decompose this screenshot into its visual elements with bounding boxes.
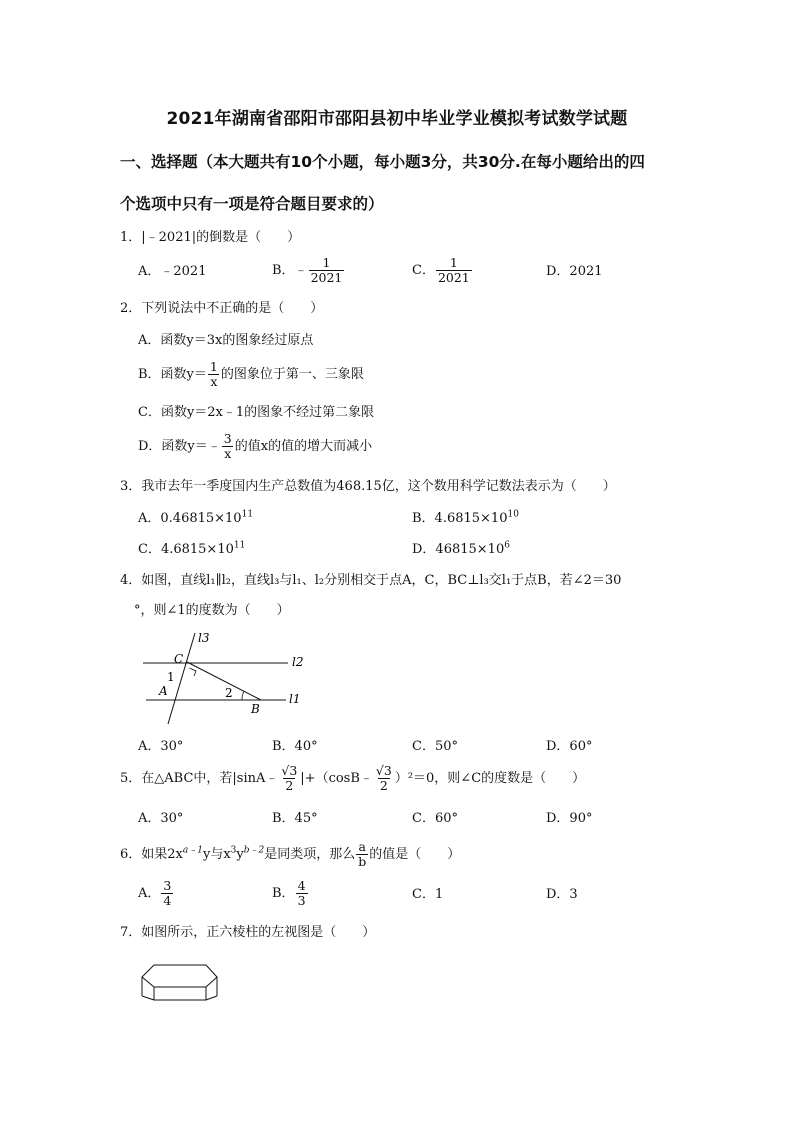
question-1-option-d: D．2021 (546, 264, 603, 279)
segment-bc (187, 662, 261, 700)
label-l2: l2 (292, 655, 304, 669)
fraction-denominator: 2 (285, 778, 294, 793)
exponent: 3 (230, 845, 237, 856)
question-2-option-a: A．函数y＝3x的图象经过原点 (138, 333, 314, 348)
stem-suffix: 的值是（ ） (369, 847, 461, 862)
fraction (279, 764, 299, 793)
option-a-exponent: 11 (241, 509, 254, 520)
fraction-numerator: 3 (223, 431, 232, 446)
question-5-option-c: C．60° (412, 811, 458, 826)
question-2-option-c: C．函数y＝2x﹣1的图象不经过第二象限 (138, 405, 375, 420)
fraction-denominator: 4 (163, 893, 172, 908)
question-7-stem: 7．如图所示，正六棱柱的左视图是（ ） (120, 925, 376, 940)
question-5-option-b: B．45° (272, 811, 318, 826)
question-4-option-d: D．60° (546, 739, 593, 754)
fraction-numerator: 1 (449, 255, 458, 270)
option-b-prefix: B．﹣ (272, 263, 308, 278)
question-6-option-a (138, 879, 174, 908)
option-c-base: C．4.6815×10 (138, 542, 234, 557)
exam-title: 2021年湖南省邵阳市邵阳县初中毕业学业模拟考试数学试题 (166, 109, 628, 129)
fraction-numerator: 3 (163, 878, 172, 893)
question-5-stem (120, 764, 585, 793)
fraction (208, 360, 220, 389)
stem-middle: |+（cosB﹣ (300, 771, 373, 786)
question-1-option-a: A．﹣2021 (138, 264, 207, 279)
stem-prefix: 5．在△ABC中，若|sinA﹣ (120, 771, 279, 786)
question-6-option-b (272, 879, 309, 908)
fraction-denominator: 2021 (310, 270, 343, 285)
question-1-stem: 1．|﹣2021|的倒数是（ ） (120, 230, 301, 245)
question-6-option-c: C．1 (412, 887, 444, 902)
option-d-base: D．46815×10 (412, 542, 505, 557)
fraction-denominator: b (358, 854, 367, 869)
question-2-option-d (138, 432, 372, 461)
option-d-prefix: D．函数y＝﹣ (138, 439, 221, 454)
option-b-prefix: B．函数y＝ (138, 367, 207, 382)
fraction (436, 256, 472, 285)
fraction-numerator: √3 (375, 763, 392, 778)
stem-prefix: 6．如果2x (120, 847, 183, 862)
stem-part: y与x (202, 847, 231, 862)
label-point-b: B (251, 702, 260, 716)
prism-top-hexagon (142, 965, 217, 987)
option-a-prefix: A． (138, 886, 161, 901)
question-4-option-b: B．40° (272, 739, 318, 754)
option-c-exponent: 11 (233, 540, 246, 551)
label-l1: l1 (289, 692, 301, 706)
exponent: a﹣1 (182, 845, 203, 856)
fraction-numerator: 4 (297, 878, 306, 893)
fraction-denominator: x (224, 446, 232, 461)
label-point-c: C (174, 652, 184, 666)
fraction-numerator: 1 (322, 255, 331, 270)
exponent: b﹣2 (243, 845, 265, 856)
option-b-base: B．4.6815×10 (412, 511, 508, 526)
stem-suffix: ）²＝0，则∠C的度数是（ ） (394, 771, 586, 786)
question-3-option-c (138, 541, 245, 559)
option-a-base: A．0.46815×10 (138, 511, 242, 526)
question-2-stem: 2．下列说法中不正确的是（ ） (120, 301, 324, 316)
fraction (296, 879, 308, 908)
fraction-denominator: 2 (379, 778, 388, 793)
question-5-option-d: D．90° (546, 811, 593, 826)
question-3-stem: 3．我市去年一季度国内生产总数值为468.15亿，这个数用科学记数法表示为（ ） (120, 479, 616, 494)
question-1-option-c (412, 256, 473, 285)
option-c-prefix: C． (412, 263, 435, 278)
fraction-denominator: x (210, 374, 218, 389)
label-angle-1: 1 (167, 670, 175, 684)
question-5-option-a: A．30° (138, 811, 184, 826)
fraction (356, 840, 368, 869)
label-l3: l3 (198, 631, 210, 645)
question-6-option-d: D．3 (546, 887, 578, 902)
label-point-a: A (159, 684, 168, 698)
fraction-numerator: a (358, 839, 366, 854)
option-b-exponent: 10 (507, 509, 519, 520)
fraction (309, 256, 345, 285)
label-angle-2: 2 (225, 686, 233, 700)
fraction (161, 879, 173, 908)
section-heading-line2: 个选项中只有一项是符合题目要求的） (120, 195, 384, 213)
fraction-numerator: √3 (281, 763, 298, 778)
option-b-suffix: 的图象位于第一、三象限 (220, 367, 364, 382)
question-3-option-a (138, 510, 253, 528)
hexagonal-prism-figure (140, 960, 220, 1004)
question-6-stem (120, 840, 460, 869)
stem-part: 是同类项，那么 (264, 847, 356, 862)
section-heading-line1: 一、选择题（本大题共有10个小题，每小题3分，共30分.在每小题给出的四 (120, 153, 645, 171)
option-d-exponent: 6 (504, 540, 510, 551)
question-4-stem-line1: 4．如图，直线l₁∥l₂，直线l₃与l₁、l₂分别相交于点A，C，BC⊥l₃交l₁于点B，若∠2＝30 (120, 573, 622, 588)
question-3-option-d (412, 541, 510, 559)
question-4-option-c: C．50° (412, 739, 458, 754)
fraction-denominator: 2021 (437, 270, 470, 285)
option-d-suffix: 的值x的值的增大而减小 (234, 439, 373, 454)
question-2-option-b (138, 360, 364, 389)
option-b-prefix: B． (272, 886, 295, 901)
fraction-denominator: 3 (297, 893, 306, 908)
fraction (374, 764, 394, 793)
stem-part: y (236, 847, 244, 862)
question-4-stem-line2: °，则∠1的度数为（ ） (134, 603, 290, 618)
question-1-option-b (272, 256, 345, 285)
right-angle-mark (190, 668, 197, 676)
question-4-option-a: A．30° (138, 739, 184, 754)
parallel-lines-figure (138, 628, 308, 728)
fraction-numerator: 1 (209, 359, 218, 374)
angle-2-arc (242, 691, 244, 700)
fraction (222, 432, 234, 461)
question-3-option-b (412, 510, 519, 528)
